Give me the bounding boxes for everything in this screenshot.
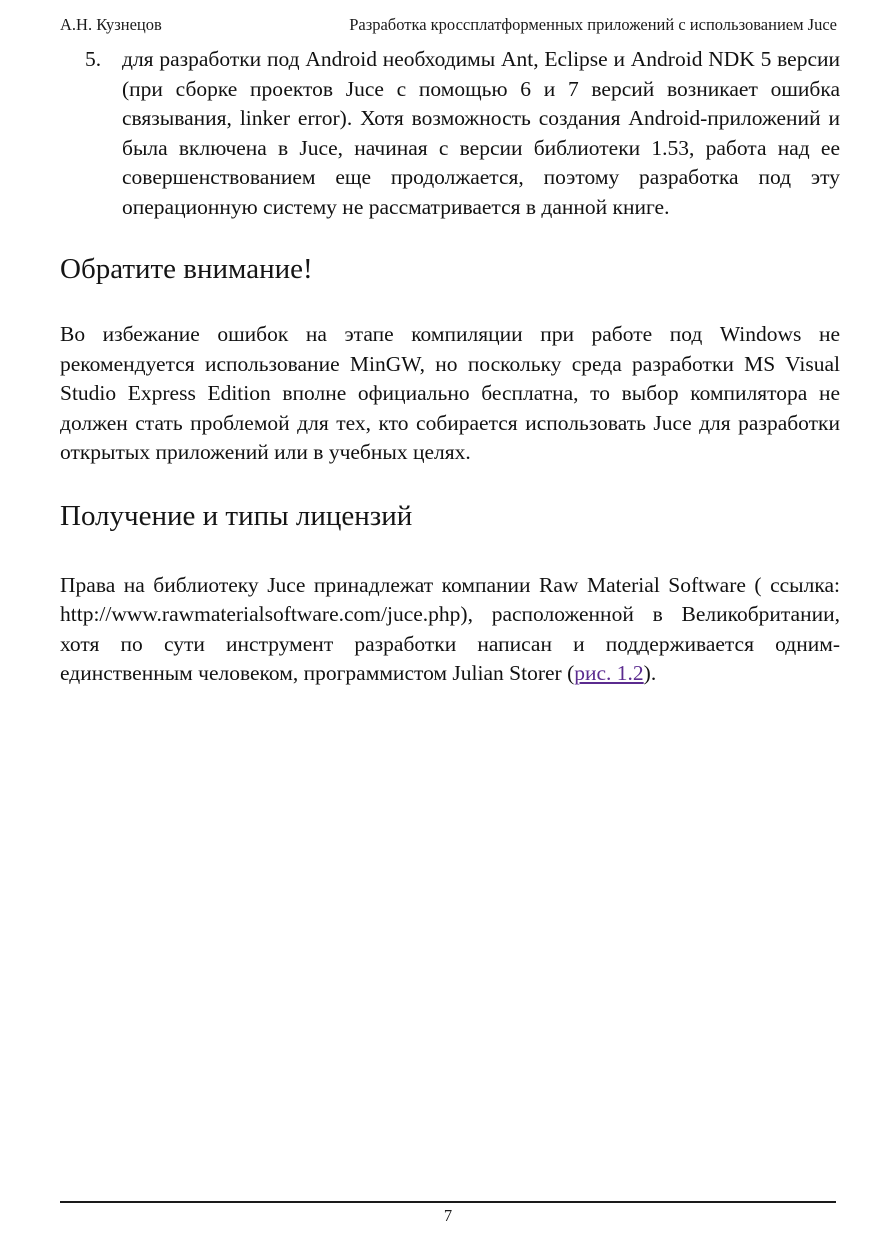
numbered-list-item-5	[60, 45, 840, 222]
footer-divider	[60, 1201, 836, 1203]
page-content	[60, 38, 840, 689]
header-book-title: Разработка кроссплатформенных приложений с использованием Juce	[349, 15, 837, 34]
header-author: А.Н. Кузнецов	[60, 15, 162, 34]
paragraph-text-after-link: ).	[643, 661, 657, 685]
list-item-text: для разработки под Android необходимы Ant, Eclipse и Android NDK 5 версии (при сборке проектов Juce с помощью 6 и 7 версий возникает ошибка связывания, linker error). Хотя возможность создания Android-приложений и была включена в Juce, начиная с версии библиотеки 1.53, работа над ее совершенствованием еще продолжается, поэтому разработка под эту операционную систему не рассматривается в данной книге.	[122, 47, 840, 219]
list-item-number: 5.	[85, 47, 102, 71]
section-heading-attention: Обратите внимание!	[60, 253, 313, 285]
figure-1-2-link[interactable]: рис. 1.2	[574, 661, 644, 685]
paragraph-license-ownership	[60, 571, 840, 689]
section-heading-licenses: Получение и типы лицензий	[60, 499, 413, 532]
page-header	[60, 15, 837, 35]
page-number: 7	[443, 1206, 453, 1225]
paragraph-compiler-note: Во избежание ошибок на этапе компиляции при работе под Windows не рекомендуется использование MinGW, но поскольку среда разработки MS Visual Studio Express Edition вполне официально бесплатна, то выбор компилятора не должен стать проблемой для тех, кто собирается использовать Juce для разработки открытых приложений или в учебных целях.	[60, 322, 840, 464]
page-footer	[60, 1201, 836, 1226]
paragraph-text-before-link: Права на библиотеку Juce принадлежат компании Raw Material Software ( ссылка: http://www.rawmaterialsoftware.com/juce.php), расположенной в Великобритании, хотя по сути инструмент разработки написан и поддерживается одним-единственным человеком, программистом Julian Storer (	[60, 572, 840, 685]
